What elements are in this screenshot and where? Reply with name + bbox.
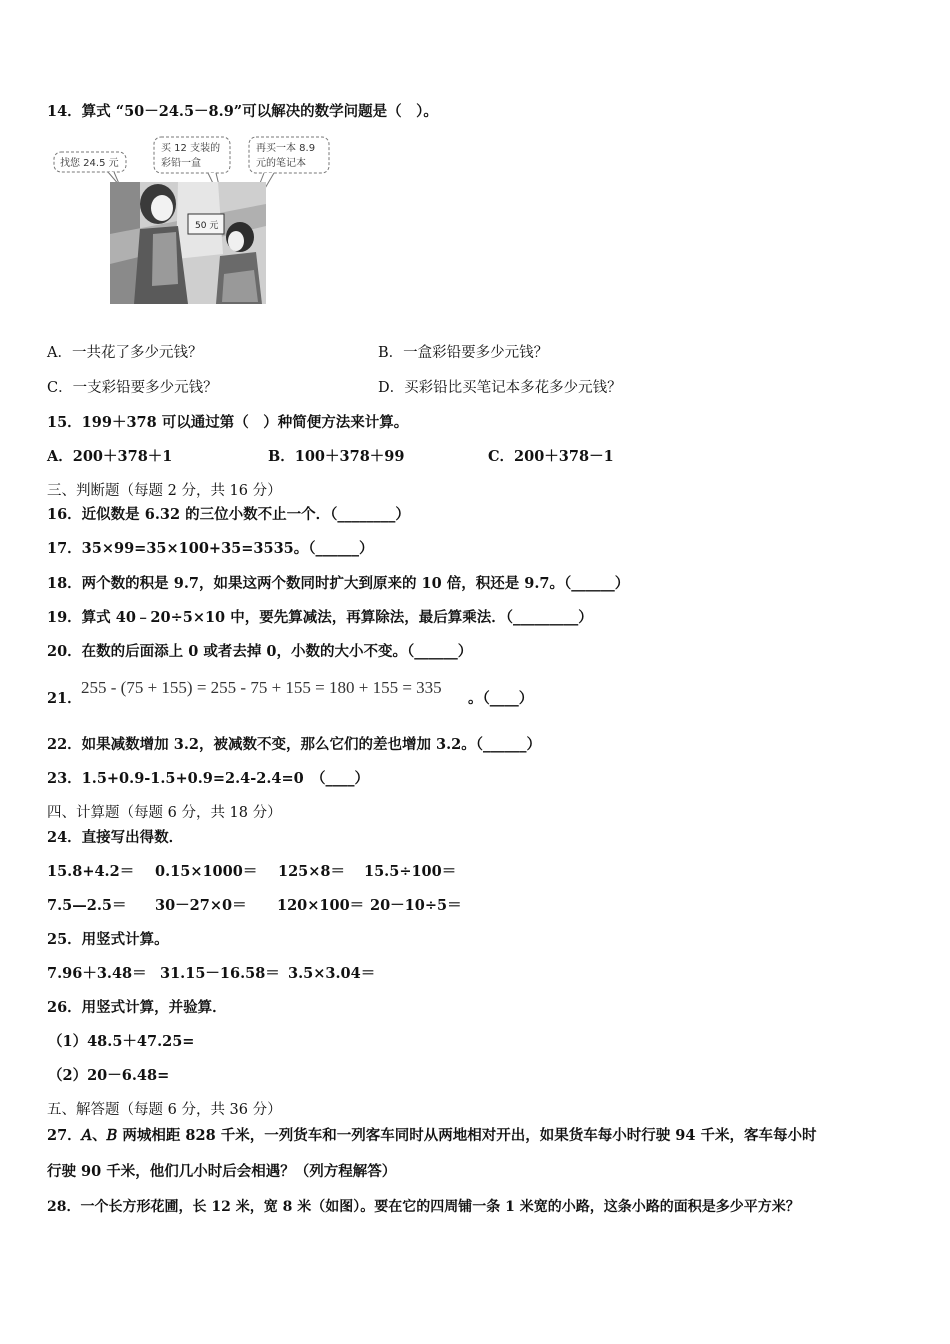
svg-text:彩铅一盒: 彩铅一盒	[161, 158, 201, 169]
question-22: 22．如果减数增加 3.2，被减数不变，那么它们的差也增加 3.2。（______）	[47, 736, 541, 753]
section-5-heading: 五、解答题（每题 6 分，共 36 分）	[47, 1102, 282, 1118]
section-3-heading: 三、判断题（每题 2 分，共 16 分）	[47, 483, 282, 499]
question-14-option-a: A．一共花了多少元钱？	[47, 345, 203, 361]
question-24-item: 15.5÷100＝	[364, 863, 457, 880]
question-21-blank: 。（____）	[468, 690, 534, 707]
question-14-option-d: D．买彩铅比买笔记本多花多少元钱？	[378, 380, 622, 396]
question-26-stem: 26．用竖式计算，并验算．	[47, 999, 227, 1016]
speech-bubble-change	[54, 152, 126, 186]
question-14-option-c: C．一支彩铅要多少元钱？	[47, 380, 218, 396]
question-15-stem: 15．199＋378 可以通过第（ ）种简便方法来计算。	[47, 414, 409, 431]
question-25-item: 31.15－16.58＝	[160, 965, 280, 982]
svg-text:元的笔记本: 元的笔记本	[256, 158, 306, 169]
section-4-heading: 四、计算题（每题 6 分，共 18 分）	[47, 805, 282, 821]
question-25-stem: 25．用竖式计算。	[47, 931, 169, 948]
question-14-option-b: B．一盒彩铅要多少元钱？	[378, 345, 549, 361]
question-14-stem: 14．算式 “50－24.5－8.9”可以解决的数学问题是（ ）。	[47, 103, 438, 120]
question-25-item: 3.5×3.04＝	[288, 965, 376, 982]
svg-text:50 元: 50 元	[195, 221, 219, 231]
question-24-item: 0.15×1000＝	[155, 863, 258, 880]
question-24-item: 20－10÷5＝	[370, 897, 462, 914]
question-21	[47, 689, 82, 709]
question-15-option-c: C．200＋378－1	[488, 448, 614, 465]
question-21-formula: 255 - (75 + 155) = 255 - 75 + 155 = 180 + 155 = 335	[81, 678, 442, 697]
question-24-item: 125×8＝	[278, 863, 346, 880]
svg-text:再买一本 8.9: 再买一本 8.9	[256, 143, 316, 154]
question-18: 18．两个数的积是 9.7，如果这两个数同时扩大到原来的 10 倍，积还是 9.7。（______）	[47, 575, 630, 592]
question-24-item: 15.8+4.2＝	[47, 863, 135, 880]
question-26-item: （2）20－6.48=	[48, 1067, 170, 1084]
question-21-number: 21．	[47, 690, 82, 707]
question-16: 16．近似数是 6.32 的三位小数不止一个．（________）	[47, 506, 410, 523]
question-27-line-2: 行驶 90 千米，他们几小时后会相遇？（列方程解答）	[47, 1163, 397, 1180]
question-17: 17．35×99=35×100+35=3535。（______）	[47, 540, 374, 557]
question-24-item: 120×100＝	[277, 897, 365, 914]
question-24-stem: 24．直接写出得数．	[47, 829, 184, 846]
question-20: 20．在数的后面添上 0 或者去掉 0，小数的大小不变。（______）	[47, 643, 473, 660]
question-25-item: 7.96＋3.48＝	[47, 965, 147, 982]
question-28: 28．一个长方形花圃，长 12 米，宽 8 米（如图）。要在它的四周铺一条 1 米宽的小路，这条小路的面积是多少平方米？	[47, 1199, 800, 1215]
question-15-option-b: B．100＋378＋99	[268, 448, 405, 465]
question-27-line-1: 27．𝐴、𝐵 两城相距 828 千米，一列货车和一列客车同时从两地相对开出，如果货车每小时行驶 94 千米，客车每小时	[47, 1127, 817, 1144]
question-26-item: （1）48.5＋47.25=	[48, 1033, 195, 1050]
question-23: 23．1.5+0.9-1.5+0.9=2.4-2.4=0 （____）	[47, 770, 370, 787]
question-19: 19．算式 40﹣20÷5×10 中，要先算减法，再算除法，最后算乘法．（_________）	[47, 609, 593, 626]
svg-text:找您 24.5 元: 找您 24.5 元	[60, 158, 119, 169]
question-24-item: 30－27×0＝	[155, 897, 247, 914]
question-24-item: 7.5—2.5＝	[47, 897, 127, 914]
svg-text:买 12 支装的: 买 12 支装的	[161, 143, 221, 154]
question-15-option-a: A．200＋378＋1	[47, 448, 173, 465]
shopping-illustration	[48, 134, 333, 306]
